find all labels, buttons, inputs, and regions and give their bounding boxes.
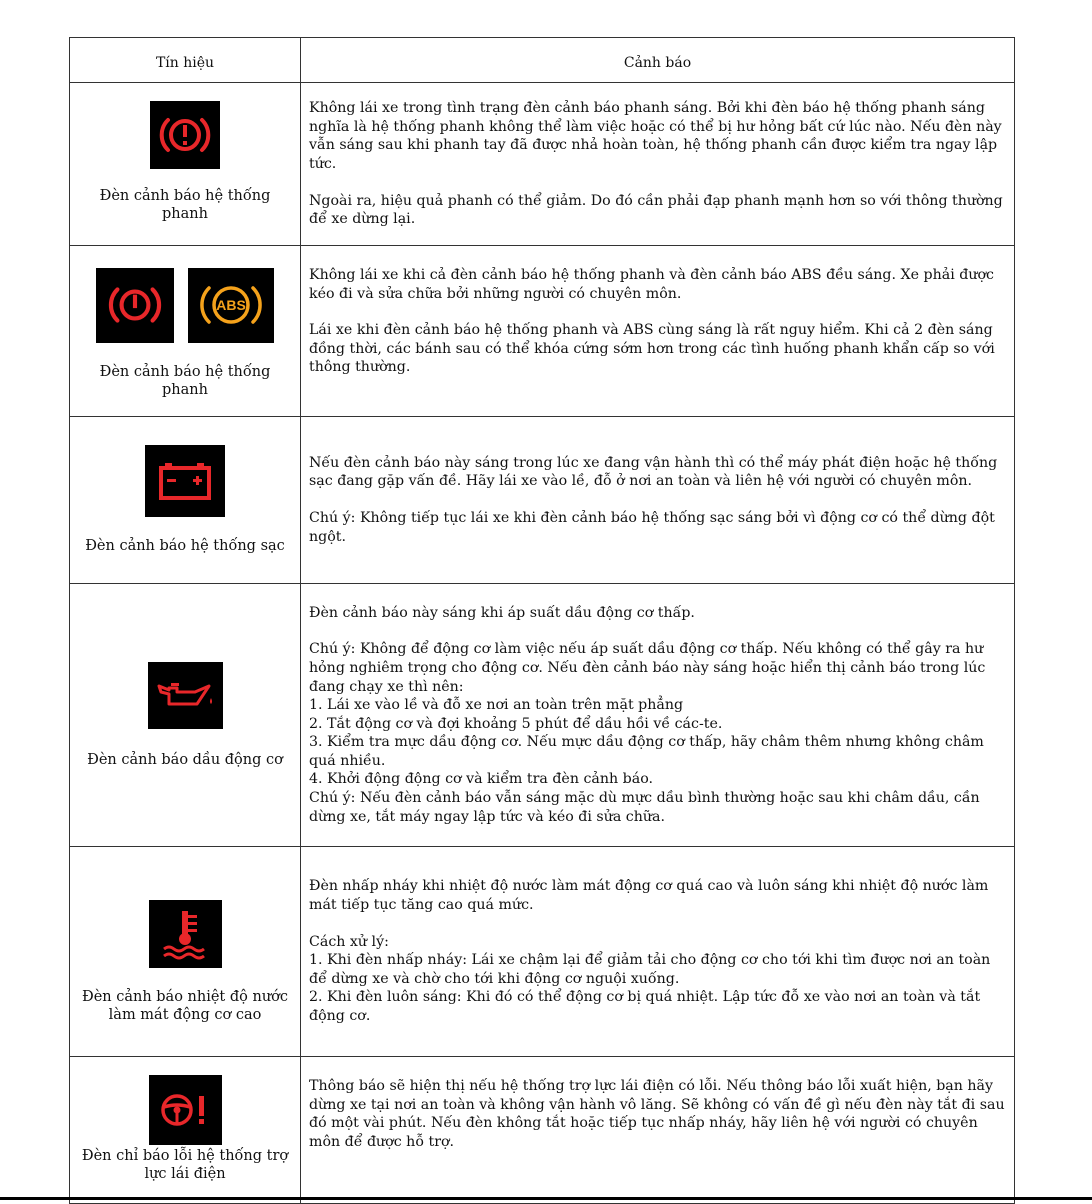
table-row [70,1057,1015,1204]
warning-line: 1. Khi đèn nhấp nháy: Lái xe chậm lại để giảm tải cho động cơ cho tới khi tìm được nơi an toàn để dừng xe và chờ cho tới khi động cơ nguội xuống. [309,952,991,987]
warning-paragraph: Chú ý: Không tiếp tục lái xe khi đèn cảnh báo hệ thống sạc sáng bởi vì động cơ có thể dừng đột ngột. [309,510,995,545]
brake-warning-icon [150,101,220,169]
warning-line: 2. Tắt động cơ và đợi khoảng 5 phút để dầu hồi về các-te. [309,715,723,732]
signal-caption: Đèn cảnh báo hệ thống phanh [99,188,271,222]
signal-caption: Đèn cảnh báo nhiệt độ nước làm mát động cơ cao [81,988,289,1023]
warning-cell [301,847,1015,1057]
signal-cell [70,246,301,417]
signal-caption: Đèn chỉ báo lỗi hệ thống trợ lực lái điện [81,1148,289,1182]
steering-warning-icon [149,1075,222,1145]
brake-warning-icon [96,268,174,343]
warning-line: 1. Lái xe vào lề và đỗ xe nơi an toàn trên mặt phẳng [309,697,684,714]
warning-paragraph: Ngoài ra, hiệu quả phanh có thể giảm. Do đó cần phải đạp phanh mạnh hơn so với thông thường để xe dừng lại. [309,192,1003,228]
warning-paragraph: Đèn cảnh báo này sáng khi áp suất dầu động cơ thấp. [309,604,695,621]
signal-caption: Đèn cảnh báo hệ thống sạc [85,538,285,554]
header-warning: Cảnh báo [301,38,1015,83]
signal-cell [70,584,301,847]
warning-paragraph: Không lái xe trong tình trạng đèn cảnh báo phanh sáng. Bởi khi đèn báo hệ thống phanh sáng nghĩa là hệ thống phanh không thể làm việc hoặc có thể bị hư hỏng bất cứ lúc nào. Nếu đèn này vẫn sáng sau khi phanh tay đã được nhả hoàn toàn, hệ thống phanh cần được kiểm tra ngay lập tức. [309,100,1002,172]
table-header-row [70,38,1015,83]
warning-line: Chú ý: Nếu đèn cảnh báo vẫn sáng mặc dù mực dầu bình thường hoặc sau khi châm dầu, cần dừng xe, tắt máy ngay lập tức và kéo đi sửa chữa. [309,790,980,825]
warning-paragraph: Không lái xe khi cả đèn cảnh báo hệ thống phanh và đèn cảnh báo ABS đều sáng. Xe phải được kéo đi và sửa chữa bởi những người có chuyên môn. [309,267,994,302]
header-signal: Tín hiệu [70,38,301,83]
signal-cell [70,1057,301,1204]
abs-label: ABS [216,297,246,313]
table-row [70,83,1015,246]
signal-cell [70,83,301,246]
table-row [70,584,1015,847]
table-row [70,417,1015,584]
warning-line: Cách xử lý: [309,933,389,950]
warning-cell [301,584,1015,847]
warning-paragraph: Lái xe khi đèn cảnh báo hệ thống phanh và ABS cùng sáng là rất nguy hiểm. Khi cả 2 đèn sáng đồng thời, các bánh sau có thể khóa cứng sớm hơn trong các tình huống phanh khẩn cấp so với thông thường. [309,322,995,376]
oil-can-icon [148,662,223,729]
warning-paragraph: Nếu đèn cảnh báo này sáng trong lúc xe đang vận hành thì có thể máy phát điện hoặc hệ thống sạc đang gặp vấn đề. Hãy lái xe vào lề, đỗ ở nơi an toàn và liên hệ với người có chuyên môn. [309,454,998,490]
signal-cell [70,847,301,1057]
table-row [70,246,1015,417]
warning-line: 2. Khi đèn luôn sáng: Khi đó có thể động cơ bị quá nhiệt. Lập tức đỗ xe vào nơi an toàn và tắt động cơ. [309,989,981,1024]
warning-line: 4. Khởi động động cơ và kiểm tra đèn cảnh báo. [309,771,653,788]
abs-warning-icon [188,268,274,343]
table-row [70,847,1015,1057]
warning-line: 3. Kiểm tra mực dầu động cơ. Nếu mực dầu động cơ thấp, hãy châm thêm nhưng không châm quá nhiều. [309,734,984,769]
warning-lights-table [69,37,1015,1204]
signal-caption: Đèn cảnh báo hệ thống phanh [99,363,271,398]
signal-caption: Đèn cảnh báo dầu động cơ [87,751,283,768]
coolant-temperature-icon [149,900,222,968]
warning-line: Chú ý: Không để động cơ làm việc nếu áp suất dầu động cơ thấp. Nếu không có thể gây ra hư hỏng nghiêm trọng cho động cơ. Nếu đèn cảnh báo này sáng hoặc hiển thị cảnh báo trong lúc đang chạy xe thì nên: [309,641,986,695]
warning-paragraph: Đèn nhấp nháy khi nhiệt độ nước làm mát động cơ quá cao và luôn sáng khi nhiệt độ nước làm mát tiếp tục tăng cao quá mức. [309,878,989,914]
battery-icon [145,445,225,517]
warning-cell [301,246,1015,417]
warning-paragraph: Thông báo sẽ hiện thị nếu hệ thống trợ lực lái điện có lỗi. Nếu thông báo lỗi xuất hiện, bạn hãy dừng xe tại nơi an toàn và không vận hành vô lăng. Sẽ không có vấn đề gì nếu đèn này tắt đi sau đó một vài phút. Nếu đèn không tắt hoặc tiếp tục nhấp nháy, hãy liên hệ với người có chuyên môn để được hỗ trợ. [309,1078,1005,1150]
warning-cell [301,83,1015,246]
warning-cell [301,417,1015,584]
warning-cell [301,1057,1015,1204]
signal-cell [70,417,301,584]
